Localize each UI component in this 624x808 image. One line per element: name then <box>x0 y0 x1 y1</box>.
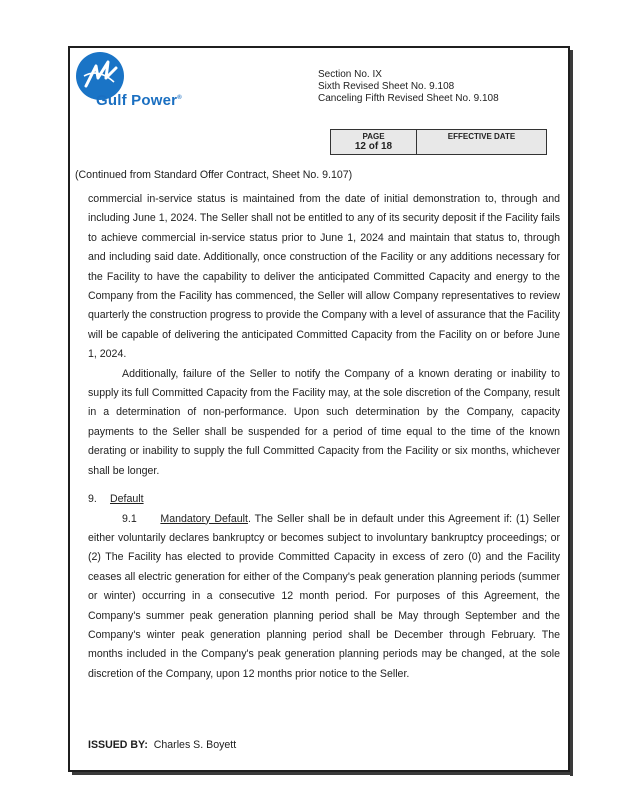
issued-by-label: ISSUED BY: <box>88 739 148 751</box>
paragraph-mandatory-default <box>88 510 560 685</box>
issued-by-name: Charles S. Boyett <box>153 739 237 751</box>
sheet-info <box>318 69 499 105</box>
subsection-number: 9.1 <box>122 512 137 525</box>
page-cell <box>331 130 417 154</box>
section-heading-title: Default <box>110 493 144 506</box>
continued-note: (Continued from Standard Offer Contract, Sheet No. 9.107) <box>75 169 353 181</box>
effective-date-cell <box>417 130 546 154</box>
section-heading-number: 9. <box>88 493 97 506</box>
page-label: PAGE <box>362 132 385 141</box>
mandatory-default-text: . The Seller shall be in default under this Agreement if: (1) Seller either voluntarily declares bankruptcy or becomes subject to involuntary bankruptcy proceedings; or (2) The Facility has elected to provide Committed Capacity in excess of zero (0) and the Facility ceases all electric generation for either of the Company's peak generation planning periods (summer or winter) occurring in a consecutive 12 month period. For purposes of this Agreement, the Company's summer peak generation planning period shall be May through September and the Company's winter peak generation planning period shall be December through February. The months included in the Company's peak generation planning periods may be changed, at the sole discretion of the Company, upon 12 months prior notice to the Seller. <box>88 512 560 680</box>
paragraph-commercial-status: commercial in-service status is maintained from the date of initial demonstration to, through and including June 1, 2024. The Seller shall not be entitled to any of its security deposit if the Facility fails to achieve commercial in-service status prior to June 1, 2024 and maintain that status to, through and including said date. Additionally, once construction of the Facility or any additions necessary for the Facility to have the capability to deliver the anticipated Committed Capacity and energy to the Company from the Facility has commenced, the Seller will allow Company representatives to review quarterly the construction progress to provide the Company with a level of assurance that the Facility will be capable of delivering the anticipated Committed Capacity from the Facility on or before June 1, 2024. <box>88 193 560 361</box>
company-logo-text: Gulf Power® <box>96 92 182 109</box>
page-value: 12 of 18 <box>354 141 393 152</box>
section-number: Section No. IX <box>318 69 382 80</box>
sheet-number: Sixth Revised Sheet No. 9.108 <box>318 81 455 92</box>
paragraph-derating: Additionally, failure of the Seller to notify the Company of a known derating or inability to supply its full Committed Capacity from the Facility may, at the sole discretion of the Company, result in a determination of non-performance. Upon such determination by the Company, capacity payments to the Seller shall be suspended for a period of time equal to the time of the known derating or inability to supply the full Committed Capacity from the Facility or six months, whichever shall be longer. <box>88 367 560 477</box>
contract-body <box>88 190 560 684</box>
subsection-title: Mandatory Default <box>160 512 248 525</box>
frame-shadow-bottom <box>72 772 573 775</box>
section-heading-default <box>88 490 560 509</box>
effective-date-label: EFFECTIVE DATE <box>447 132 516 141</box>
frame-shadow-right <box>570 50 573 776</box>
page-date-table <box>330 129 547 155</box>
canceling-sheet: Canceling Fifth Revised Sheet No. 9.108 <box>318 93 499 104</box>
issued-by <box>88 739 236 751</box>
